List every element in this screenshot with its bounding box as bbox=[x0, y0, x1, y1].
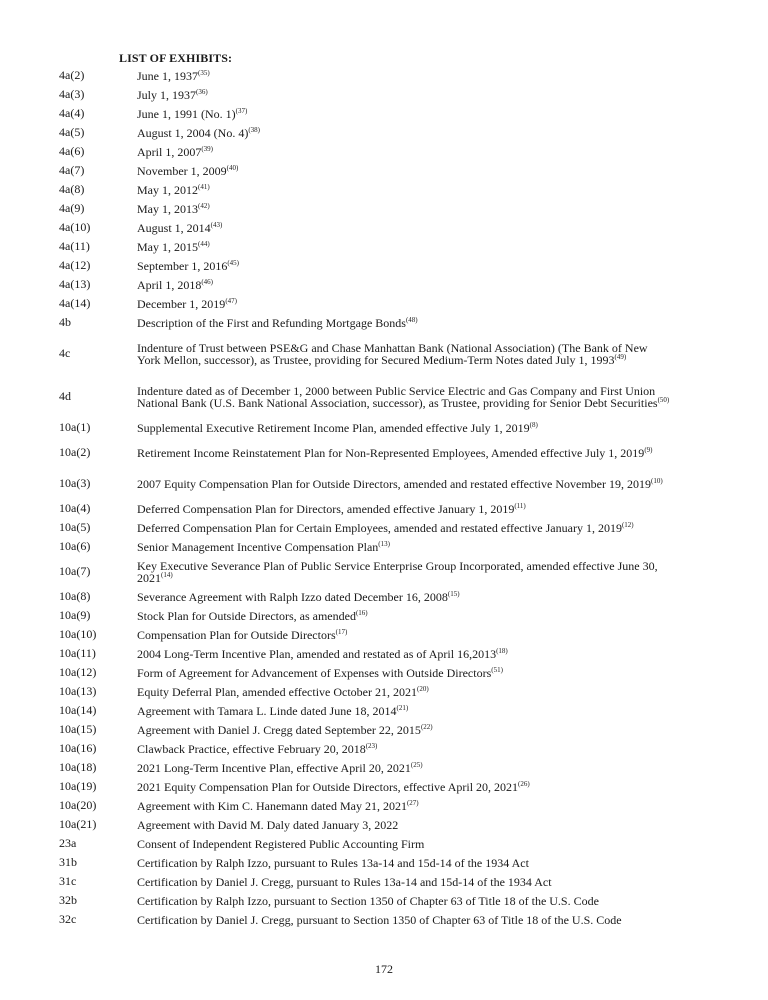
exhibit-description: Consent of Independent Registered Public Accounting Firm bbox=[137, 836, 425, 851]
footnote-ref: (11) bbox=[514, 501, 526, 510]
exhibit-row bbox=[0, 853, 768, 872]
exhibit-row bbox=[0, 66, 768, 85]
exhibit-code: 10a(7) bbox=[59, 564, 91, 578]
exhibit-description: Clawback Practice, effective February 20, 2018$^{(23)}$ bbox=[137, 741, 378, 756]
exhibit-description: Indenture dated as of December 1, 2000 between Public Service Electric and Gas Company and First Union National Bank (U.S. Bank National Association, successor), as Trustee, providing for Senior Debt Securities$^{(50)}$ bbox=[137, 383, 670, 410]
exhibit-row bbox=[0, 606, 768, 625]
exhibit-row bbox=[0, 796, 768, 815]
exhibit-code: 10a(15) bbox=[59, 722, 97, 736]
exhibit-row bbox=[0, 720, 768, 739]
exhibit-code: 4c bbox=[59, 346, 71, 360]
exhibit-row bbox=[0, 375, 768, 418]
exhibit-code: 4a(6) bbox=[59, 144, 85, 158]
exhibit-code: 4a(3) bbox=[59, 87, 85, 101]
footnote-ref: (22) bbox=[420, 722, 433, 731]
footnote-ref: (23) bbox=[365, 741, 378, 750]
exhibit-code: 4a(8) bbox=[59, 182, 85, 196]
exhibit-description: April 1, 2018$^{(46)}$ bbox=[137, 277, 214, 292]
exhibit-description: September 1, 2016$^{(45)}$ bbox=[137, 258, 239, 273]
exhibit-description: Certification by Ralph Izzo, pursuant to Section 1350 of Chapter 63 of Title 18 of the U.S. Code bbox=[137, 893, 599, 908]
footnote-ref: (43) bbox=[210, 220, 223, 229]
exhibit-description: June 1, 1937$^{(35)}$ bbox=[137, 68, 210, 83]
footnote-ref: (38) bbox=[248, 125, 260, 134]
exhibit-row bbox=[0, 180, 768, 199]
exhibit-description: November 1, 2009$^{(40)}$ bbox=[137, 163, 239, 178]
footnote-ref: (12) bbox=[621, 520, 634, 529]
exhibit-description: Key Executive Severance Plan of Public Service Enterprise Group Incorporated, amended effective June 30, 2021$^{(14)}$ bbox=[137, 558, 658, 585]
footnote-ref: (13) bbox=[378, 539, 390, 548]
footnote-ref: (16) bbox=[355, 608, 368, 617]
footnote-ref: (14) bbox=[161, 570, 173, 579]
exhibit-row bbox=[0, 891, 768, 910]
exhibit-row bbox=[0, 332, 768, 375]
footnote-ref: (40) bbox=[226, 163, 239, 172]
exhibit-row bbox=[0, 815, 768, 834]
exhibit-description: Certification by Daniel J. Cregg, pursuant to Rules 13a-14 and 15d-14 of the 1934 Act bbox=[137, 874, 552, 889]
exhibit-code: 10a(21) bbox=[59, 817, 97, 831]
exhibit-code: 4a(4) bbox=[59, 106, 85, 120]
exhibit-code: 32b bbox=[59, 893, 77, 907]
exhibit-row bbox=[0, 758, 768, 777]
exhibit-code: 10a(14) bbox=[59, 703, 97, 717]
exhibit-code: 10a(12) bbox=[59, 665, 97, 679]
exhibit-code: 23a bbox=[59, 836, 77, 850]
exhibit-description: Agreement with Tamara L. Linde dated June 18, 2014$^{(21)}$ bbox=[137, 703, 409, 718]
footnote-ref: (41) bbox=[198, 182, 210, 191]
exhibit-description: Deferred Compensation Plan for Certain Employees, amended and restated effective January 1, 2019$^{(12)}$ bbox=[137, 520, 634, 535]
exhibit-row bbox=[0, 701, 768, 720]
exhibit-description: August 1, 2014$^{(43)}$ bbox=[137, 220, 223, 235]
exhibit-row bbox=[0, 142, 768, 161]
footnote-ref: (25) bbox=[410, 760, 423, 769]
exhibit-row bbox=[0, 218, 768, 237]
footnote-ref: (49) bbox=[614, 352, 627, 361]
footnote-ref: (39) bbox=[201, 144, 214, 153]
exhibit-code: 10a(11) bbox=[59, 646, 96, 660]
footnote-ref: (48) bbox=[405, 315, 418, 324]
exhibit-description: August 1, 2004 (No. 4)$^{(38)}$ bbox=[137, 125, 260, 140]
exhibit-description: Equity Deferral Plan, amended effective October 21, 2021$^{(20)}$ bbox=[137, 684, 429, 699]
exhibit-row bbox=[0, 777, 768, 796]
page-number: 172 bbox=[375, 962, 393, 976]
footnote-ref: (9) bbox=[644, 445, 653, 454]
exhibit-row bbox=[0, 518, 768, 537]
footnote-ref: (27) bbox=[406, 798, 419, 807]
exhibit-code: 10a(18) bbox=[59, 760, 97, 774]
exhibit-code: 4b bbox=[59, 315, 71, 329]
footnote-ref: (47) bbox=[225, 296, 237, 305]
exhibit-description: December 1, 2019$^{(47)}$ bbox=[137, 296, 237, 311]
exhibit-list bbox=[0, 66, 768, 929]
footnote-ref: (8) bbox=[529, 420, 538, 429]
footnote-ref: (50) bbox=[657, 395, 670, 404]
footnote-ref: (46) bbox=[201, 277, 214, 286]
exhibit-row bbox=[0, 556, 768, 587]
exhibit-code: 10a(19) bbox=[59, 779, 97, 793]
footnote-ref: (35) bbox=[198, 68, 210, 77]
exhibit-description: May 1, 2015$^{(44)}$ bbox=[137, 239, 210, 254]
exhibit-description: Severance Agreement with Ralph Izzo dated December 16, 2008$^{(15)}$ bbox=[137, 589, 460, 604]
exhibit-description: Deferred Compensation Plan for Directors, amended effective January 1, 2019$^{(11)}$ bbox=[137, 501, 526, 516]
exhibit-code: 10a(10) bbox=[59, 627, 97, 641]
footnote-ref: (44) bbox=[198, 239, 210, 248]
exhibit-description: Supplemental Executive Retirement Income Plan, amended effective July 1, 2019$^{(8)}$ bbox=[137, 420, 538, 435]
exhibit-description: 2021 Equity Compensation Plan for Outside Directors, effective April 20, 2021$^{(26)}$ bbox=[137, 779, 530, 794]
exhibit-description: May 1, 2013$^{(42)}$ bbox=[137, 201, 210, 216]
exhibit-description: Compensation Plan for Outside Directors$^{(17)}$ bbox=[137, 627, 348, 642]
footnote-ref: (37) bbox=[235, 106, 248, 115]
exhibit-row bbox=[0, 123, 768, 142]
exhibit-row bbox=[0, 910, 768, 929]
exhibit-description: Certification by Ralph Izzo, pursuant to Rules 13a-14 and 15d-14 of the 1934 Act bbox=[137, 855, 529, 870]
exhibit-row bbox=[0, 468, 768, 499]
exhibit-description: Retirement Income Reinstatement Plan for Non-Represented Employees, Amended effective July 1, 2019$^{(9)}$ bbox=[137, 445, 653, 460]
exhibit-code: 4a(13) bbox=[59, 277, 91, 291]
exhibit-code: 4a(5) bbox=[59, 125, 85, 139]
exhibit-description: July 1, 1937$^{(36)}$ bbox=[137, 87, 208, 102]
exhibit-row bbox=[0, 313, 768, 332]
exhibit-code: 4a(2) bbox=[59, 68, 85, 82]
exhibit-description: June 1, 1991 (No. 1)$^{(37)}$ bbox=[137, 106, 248, 121]
footnote-ref: (26) bbox=[518, 779, 530, 788]
exhibit-description: Senior Management Incentive Compensation Plan$^{(13)}$ bbox=[137, 539, 390, 554]
exhibit-row bbox=[0, 587, 768, 606]
footnote-ref: (45) bbox=[227, 258, 239, 267]
exhibit-row bbox=[0, 739, 768, 758]
exhibit-row bbox=[0, 682, 768, 701]
exhibit-description: 2004 Long-Term Incentive Plan, amended and restated as of April 16,2013$^{(18)}$ bbox=[137, 646, 508, 661]
exhibit-code: 10a(8) bbox=[59, 589, 91, 603]
exhibit-description: 2021 Long-Term Incentive Plan, effective April 20, 2021$^{(25)}$ bbox=[137, 760, 423, 775]
exhibit-description: Description of the First and Refunding Mortgage Bonds$^{(48)}$ bbox=[137, 315, 418, 330]
exhibit-row bbox=[0, 161, 768, 180]
exhibit-row bbox=[0, 499, 768, 518]
exhibit-description: Agreement with Kim C. Hanemann dated May 21, 2021$^{(27)}$ bbox=[137, 798, 419, 813]
exhibit-row bbox=[0, 418, 768, 437]
exhibit-code: 10a(3) bbox=[59, 476, 91, 490]
footnote-ref: (17) bbox=[335, 627, 348, 636]
exhibit-code: 4a(9) bbox=[59, 201, 85, 215]
exhibit-row bbox=[0, 275, 768, 294]
exhibit-code: 10a(13) bbox=[59, 684, 97, 698]
exhibit-code: 32c bbox=[59, 912, 77, 926]
exhibit-row bbox=[0, 834, 768, 853]
exhibit-code: 10a(16) bbox=[59, 741, 97, 755]
exhibit-description: Indenture of Trust between PSE&G and Chase Manhattan Bank (National Association) (The Bank of New York Mellon, successor), as Trustee, providing for Secured Medium-Term Notes dated July 1, 1993$^{(49)}$ bbox=[137, 340, 648, 367]
exhibit-description: Certification by Daniel J. Cregg, pursuant to Section 1350 of Chapter 63 of Title 18 of the U.S. Code bbox=[137, 912, 622, 927]
exhibit-code: 4a(11) bbox=[59, 239, 90, 253]
exhibit-row bbox=[0, 625, 768, 644]
exhibit-description: Agreement with David M. Daly dated January 3, 2022 bbox=[137, 817, 399, 832]
footnote-ref: (10) bbox=[650, 476, 663, 485]
exhibit-row bbox=[0, 199, 768, 218]
exhibit-row bbox=[0, 872, 768, 891]
exhibit-code: 10a(9) bbox=[59, 608, 91, 622]
footnote-ref: (51) bbox=[491, 665, 503, 674]
exhibit-row bbox=[0, 663, 768, 682]
exhibit-code: 4a(14) bbox=[59, 296, 91, 310]
footnote-ref: (42) bbox=[198, 201, 210, 210]
exhibit-row bbox=[0, 85, 768, 104]
exhibit-code: 31c bbox=[59, 874, 77, 888]
exhibit-description: 2007 Equity Compensation Plan for Outside Directors, amended and restated effective November 19, 2019$^{(10)}$ bbox=[137, 476, 663, 491]
exhibit-description: April 1, 2007$^{(39)}$ bbox=[137, 144, 214, 159]
exhibit-code: 4d bbox=[59, 389, 71, 403]
exhibit-code: 10a(4) bbox=[59, 501, 91, 515]
exhibit-code: 10a(20) bbox=[59, 798, 97, 812]
footnote-ref: (21) bbox=[396, 703, 409, 712]
exhibit-code: 10a(2) bbox=[59, 445, 91, 459]
footnote-ref: (15) bbox=[447, 589, 460, 598]
exhibit-description: Agreement with Daniel J. Cregg dated September 22, 2015$^{(22)}$ bbox=[137, 722, 433, 737]
exhibit-row bbox=[0, 437, 768, 468]
exhibit-description: Form of Agreement for Advancement of Expenses with Outside Directors$^{(51)}$ bbox=[137, 665, 503, 680]
footnote-ref: (20) bbox=[417, 684, 429, 693]
exhibit-description: Stock Plan for Outside Directors, as amended$^{(16)}$ bbox=[137, 608, 368, 623]
list-title: LIST OF EXHIBITS: bbox=[119, 51, 233, 65]
exhibit-row bbox=[0, 294, 768, 313]
exhibit-row bbox=[0, 644, 768, 663]
exhibit-description: May 1, 2012$^{(41)}$ bbox=[137, 182, 210, 197]
exhibit-row bbox=[0, 104, 768, 123]
exhibit-code: 10a(1) bbox=[59, 420, 91, 434]
exhibit-row bbox=[0, 256, 768, 275]
exhibit-code: 4a(10) bbox=[59, 220, 91, 234]
footnote-ref: (36) bbox=[196, 87, 208, 96]
exhibit-code: 10a(5) bbox=[59, 520, 91, 534]
exhibit-code: 10a(6) bbox=[59, 539, 91, 553]
exhibit-row bbox=[0, 537, 768, 556]
exhibit-code: 31b bbox=[59, 855, 77, 869]
footnote-ref: (18) bbox=[496, 646, 508, 655]
exhibit-row bbox=[0, 237, 768, 256]
exhibit-code: 4a(12) bbox=[59, 258, 91, 272]
exhibit-code: 4a(7) bbox=[59, 163, 85, 177]
